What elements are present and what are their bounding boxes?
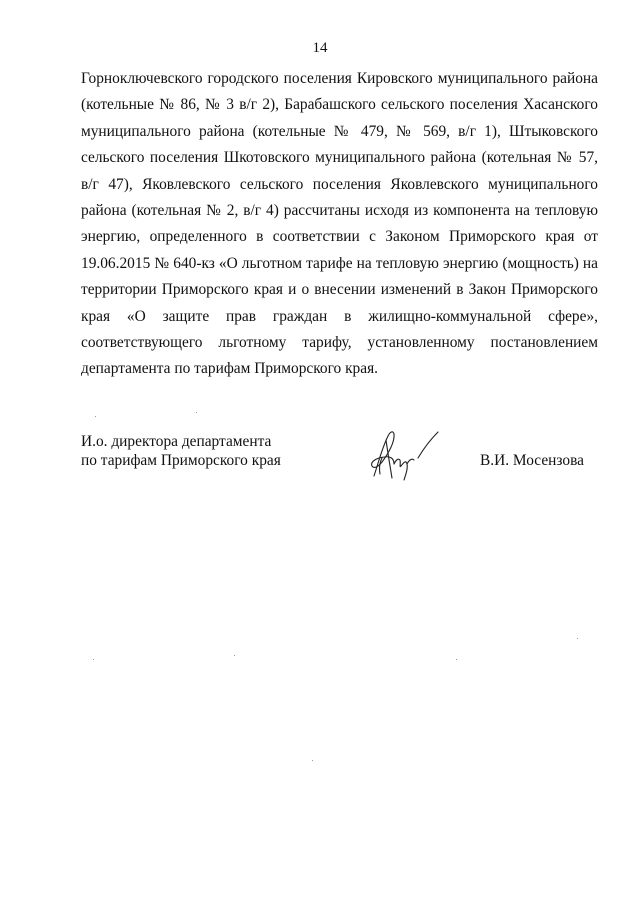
paragraph-line: соответствующего льготному тарифу, установленному постановлением [81, 334, 598, 352]
signatory-name: В.И. Мосензова [480, 452, 584, 469]
paragraph-line: территории Приморского края и о внесении изменений в Закон Приморского [81, 281, 598, 299]
paragraph-line: муниципального района (котельные № 479, № 569, в/г 1), Штыковского [81, 122, 598, 140]
paragraph-line: энергию, определенного в соответствии с Законом Приморского края от [81, 228, 598, 246]
scan-speck [312, 760, 313, 761]
scan-speck [93, 659, 94, 660]
scan-speck [234, 655, 235, 656]
handwritten-signature [360, 418, 450, 488]
scan-speck [95, 416, 96, 417]
paragraph-line: Горноключевского городского поселения Кировского муниципального района [81, 70, 598, 87]
paragraph-line: края «О защите прав граждан в жилищно-коммунальной сфере», [81, 307, 598, 325]
signatory-title [81, 432, 281, 470]
scan-speck [196, 412, 197, 413]
page-number: 14 [312, 40, 328, 56]
body-paragraph [81, 66, 598, 383]
paragraph-line: в/г 47), Яковлевского сельского поселения Яковлевского муниципального [81, 175, 598, 193]
paragraph-line: департамента по тарифам Приморского края. [81, 360, 379, 378]
signatory-title-line: И.о. директора департамента [81, 433, 272, 450]
scan-speck [577, 638, 578, 639]
paragraph-line: сельского поселения Шкотовского муниципального района (котельная № 57, [81, 149, 598, 167]
paragraph-line: района (котельная № 2, в/г 4) рассчитаны исходя из компонента на тепловую [81, 202, 598, 220]
signatory-title-line: по тарифам Приморского края [81, 452, 281, 469]
scan-speck [456, 659, 457, 660]
paragraph-line: (котельные № 86, № 3 в/г 2), Барабашского сельского поселения Хасанского [81, 96, 598, 114]
paragraph-line: 19.06.2015 № 640-кз «О льготном тарифе на тепловую энергию (мощность) на [81, 254, 598, 272]
